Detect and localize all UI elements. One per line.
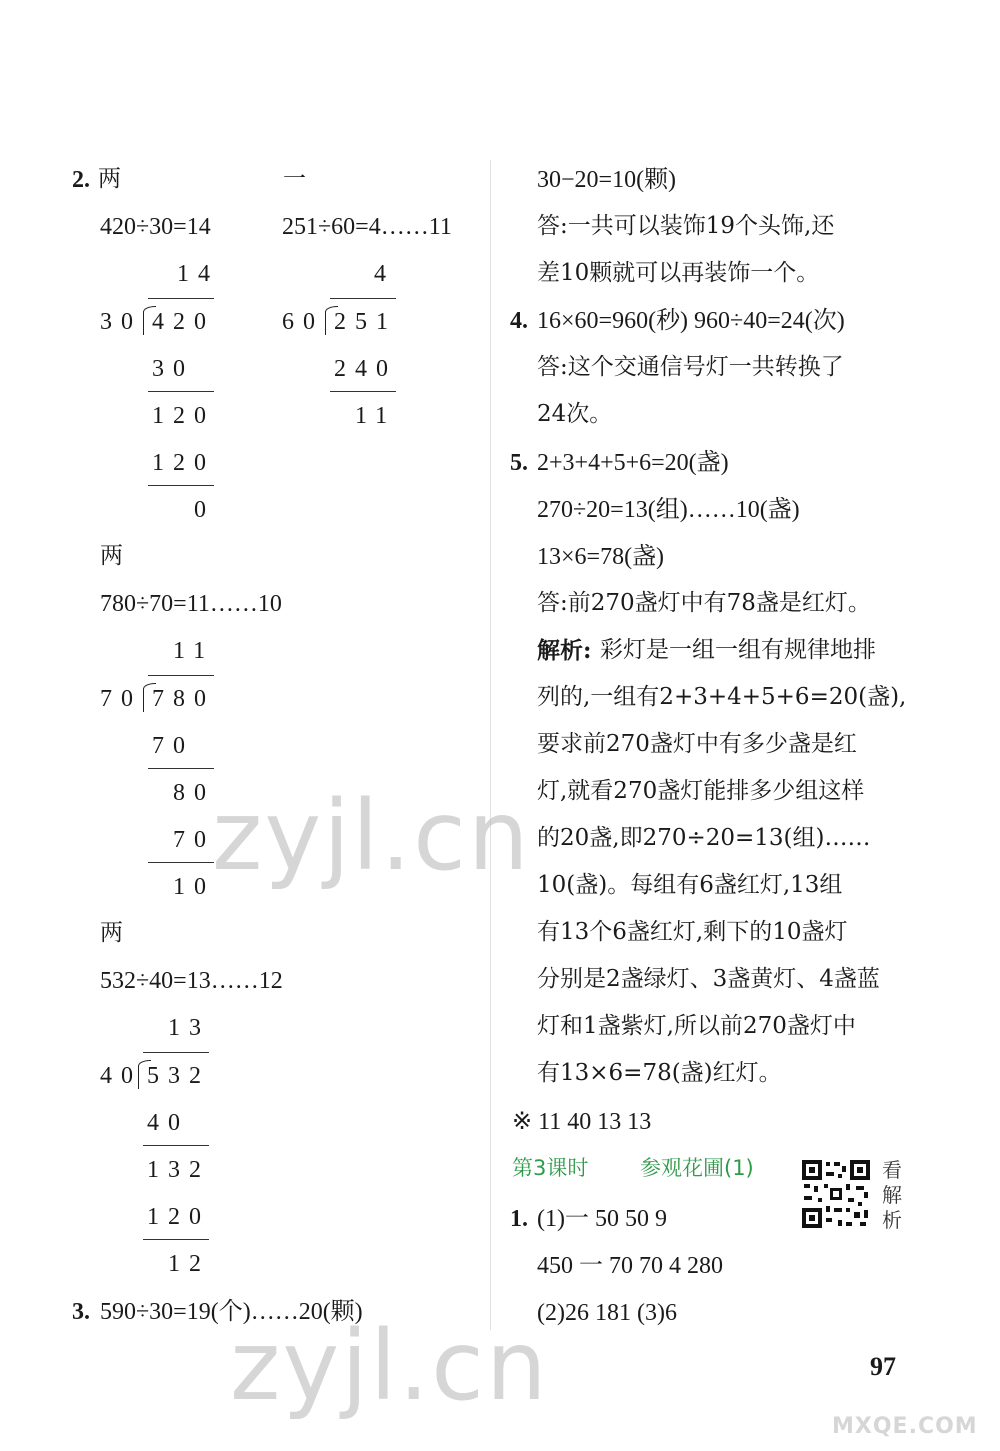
q2-a-dividend: 420 <box>152 309 215 335</box>
q2-b-quotient: 4 <box>374 261 395 287</box>
answer-line: 24次。 <box>537 401 613 427</box>
answer-line: 答:一共可以装饰19个头饰,还 <box>537 213 835 239</box>
watermark: MXQE.COM <box>832 1414 978 1439</box>
q2-b-word: 一 <box>283 166 306 192</box>
q1-line: (1)一 50 50 9 <box>537 1206 667 1232</box>
q2-a-division-bar <box>148 298 214 299</box>
analysis-line: 有13×6=78(盏)红灯。 <box>537 1060 782 1086</box>
q2-a-divisor: 30 <box>100 309 142 335</box>
page-number: 97 <box>870 1352 896 1381</box>
watermark: zyjl.cn <box>230 1310 549 1422</box>
q2-label: 2. <box>72 167 90 193</box>
analysis-line: 分别是2盏绿灯、3盏黄灯、4盏蓝 <box>537 966 880 992</box>
q2-c-word: 两 <box>100 543 123 569</box>
qr-caption-char: 看 <box>882 1158 902 1182</box>
q5-label: 5. <box>510 450 528 476</box>
q2-d-step3: 120 <box>147 1204 210 1230</box>
q2-c-equation: 780÷70=11……10 <box>100 591 282 617</box>
q2-b-step2: 11 <box>355 403 397 429</box>
q4-text: 16×60=960(秒) 960÷40=24(次) <box>537 308 845 334</box>
answer-line: 差10颗就可以再装饰一个。 <box>537 260 820 286</box>
q2-b-step1: 240 <box>334 356 397 382</box>
q2-b-equation: 251÷60=4……11 <box>282 214 452 240</box>
q2-c-step2: 80 <box>173 780 215 806</box>
analysis-line: 灯和1盏紫灯,所以前270盏灯中 <box>537 1013 856 1039</box>
q2-c-division-bar <box>148 675 214 676</box>
q2-c-line1 <box>148 768 214 769</box>
watermark: zyjl.cn <box>212 780 531 892</box>
answer-line: 270÷20=13(组)……10(盏) <box>537 497 800 523</box>
qr-caption-char: 析 <box>882 1208 902 1232</box>
q2-b-line1 <box>330 391 396 392</box>
q2-c-divisor: 70 <box>100 686 142 712</box>
q2-d-quotient: 13 <box>168 1015 210 1041</box>
q2-d-line1 <box>143 1145 209 1146</box>
q2-b-dividend: 251 <box>334 309 397 335</box>
q2-a-equation: 420÷30=14 <box>100 214 211 240</box>
q2-d-step4: 12 <box>168 1251 210 1277</box>
answer-line: 答:这个交通信号灯一共转换了 <box>537 354 844 380</box>
q2-d-equation: 532÷40=13……12 <box>100 968 283 994</box>
q2-d-step2: 132 <box>147 1157 210 1183</box>
analysis-line: 列的,一组有2+3+4+5+6=20(盏), <box>537 684 907 710</box>
analysis-line: 10(盏)。每组有6盏红灯,13组 <box>537 872 843 898</box>
q2-a-word: 两 <box>98 166 121 192</box>
q2-b-divisor: 60 <box>282 309 324 335</box>
analysis-line: 有13个6盏红灯,剩下的10盏灯 <box>537 919 848 945</box>
q3-text: 590÷30=19(个)……20(颗) <box>100 1299 363 1325</box>
section-lesson: 第3课时 <box>512 1156 589 1180</box>
q2-c-quotient: 11 <box>173 638 215 664</box>
q3-label: 3. <box>72 1299 90 1325</box>
q2-d-line2 <box>143 1239 209 1240</box>
q2-d-dividend: 532 <box>147 1063 210 1089</box>
qr-code-icon[interactable] <box>800 1158 872 1230</box>
qr-caption <box>880 1158 904 1233</box>
q2-d-step1: 40 <box>147 1110 189 1136</box>
analysis-label: 解析: <box>537 637 592 664</box>
q2-c-step4: 10 <box>173 874 215 900</box>
q2-c-line2 <box>148 862 214 863</box>
q2-a-step3: 120 <box>152 450 215 476</box>
q2-c-step3: 70 <box>173 827 215 853</box>
q2-a-step2: 120 <box>152 403 215 429</box>
q2-a-step1: 30 <box>152 356 194 382</box>
extra-answers: ※ 11 40 13 13 <box>512 1109 652 1135</box>
q2-d-divisor: 40 <box>100 1063 142 1089</box>
column-divider <box>490 160 491 1330</box>
answer-line: 30−20=10(颗) <box>537 167 677 193</box>
q2-a-line1 <box>148 391 214 392</box>
answer-line: 13×6=78(盏) <box>537 544 665 570</box>
q2-d-word: 两 <box>100 920 123 946</box>
q2-a-line2 <box>148 485 214 486</box>
q1-line: 450 一 70 70 4 280 <box>537 1253 723 1279</box>
analysis-line: 彩灯是一组一组有规律地排 <box>600 637 876 663</box>
analysis-line: 要求前270盏灯中有多少盏是红 <box>537 731 857 757</box>
q5-text: 2+3+4+5+6=20(盏) <box>537 450 729 476</box>
q2-b-division-bar <box>330 298 396 299</box>
q1-line: (2)26 181 (3)6 <box>537 1300 677 1326</box>
analysis-line: 的20盏,即270÷20=13(组)…… <box>537 825 871 851</box>
q2-a-quotient: 14 <box>177 261 219 287</box>
qr-caption-char: 解 <box>882 1183 902 1207</box>
q2-c-step1: 70 <box>152 733 194 759</box>
q1-label: 1. <box>510 1206 528 1232</box>
answer-line: 答:前270盏灯中有78盏是红灯。 <box>537 590 871 616</box>
analysis-line: 灯,就看270盏灯能排多少组这样 <box>537 778 865 804</box>
q2-d-division-bar <box>143 1052 209 1053</box>
q2-a-step4: 0 <box>194 497 215 523</box>
section-title: 参观花圃(1) <box>640 1156 754 1180</box>
q4-label: 4. <box>510 308 528 334</box>
q2-c-dividend: 780 <box>152 686 215 712</box>
